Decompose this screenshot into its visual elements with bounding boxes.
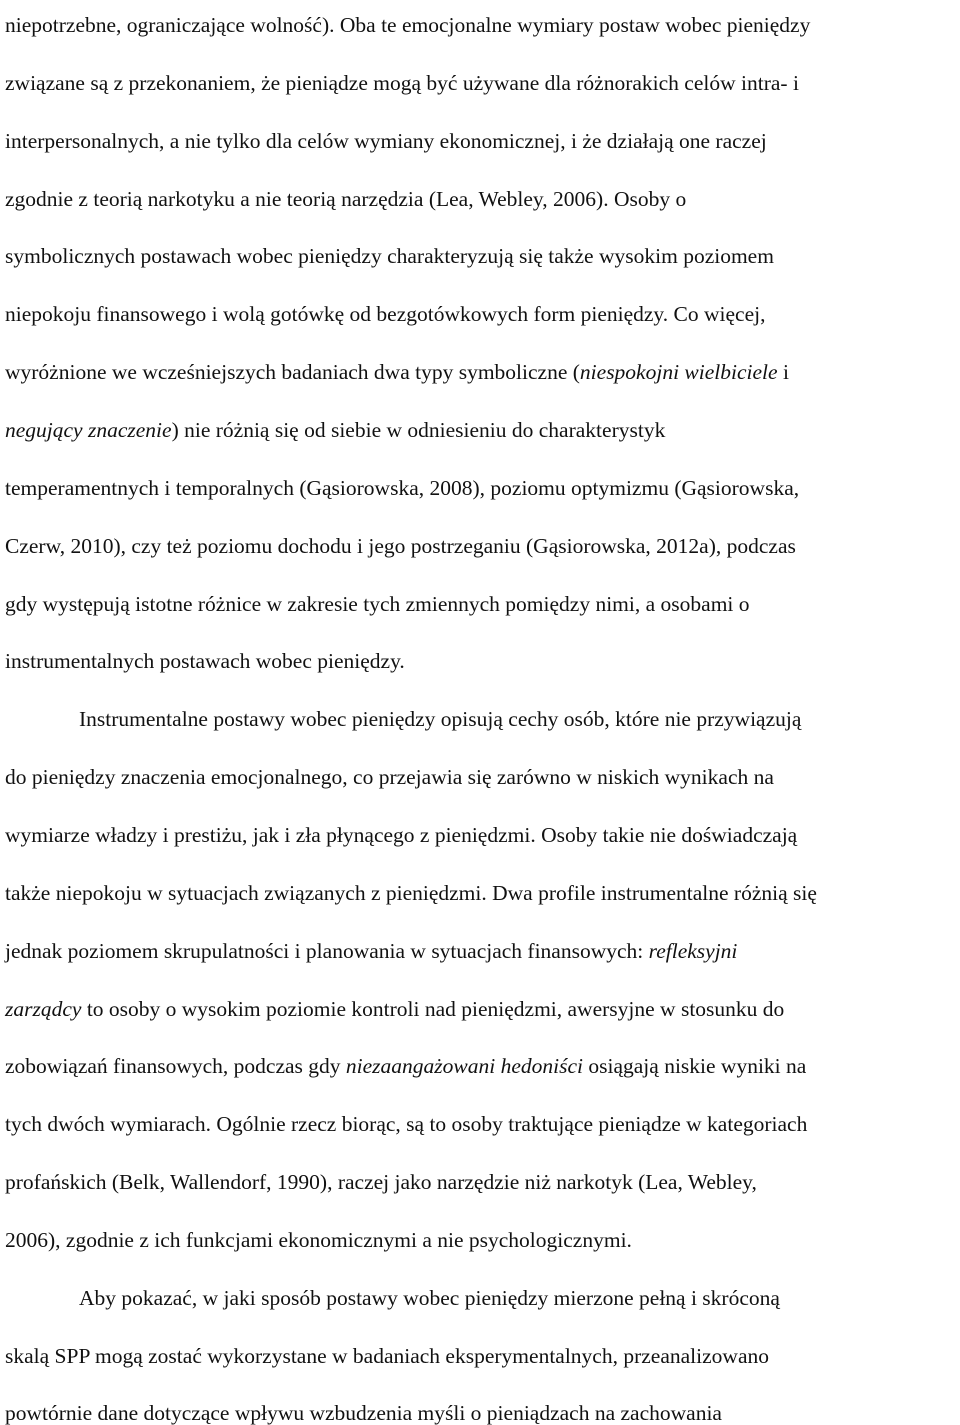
text-segment: skalą SPP mogą zostać wykorzystane w badaniach eksperymentalnych, przeanalizowano	[5, 1343, 769, 1368]
text-segment: symbolicznych postawach wobec pieniędzy charakteryzują się także wysokim poziomem	[5, 244, 774, 269]
text-line	[5, 244, 774, 268]
text-line	[79, 707, 801, 731]
text-line	[5, 71, 799, 95]
text-line	[5, 881, 817, 905]
text-line	[5, 1054, 806, 1078]
text-segment: profańskich (Belk, Wallendorf, 1990), raczej jako narzędzie niż narkotyk (Lea, Webley,	[5, 1170, 757, 1194]
text-segment: Czerw, 2010), czy też poziomu dochodu i jego postrzeganiu (Gąsiorowska, 2012a), podczas	[5, 533, 796, 558]
text-segment: związane są z przekonaniem, że pieniądze mogą być używane dla różnorakich celów intra- i	[5, 70, 799, 95]
text-segment: także niepokoju w sytuacjach związanych z pieniędzmi. Dwa profile instrumentalne różnią się	[5, 880, 817, 905]
text-segment: osiągają niskie wyniki na	[583, 1054, 807, 1079]
text-line	[5, 360, 789, 384]
text-segment: gdy występują istotne różnice w zakresie tych zmiennych pomiędzy nimi, a osobami o	[5, 591, 750, 616]
text-line	[5, 1344, 769, 1368]
text-line	[5, 129, 767, 153]
text-segment: wyróżnione we wcześniejszych badaniach dwa typy symboliczne (	[5, 360, 580, 385]
italic-term: negujący znaczenie	[5, 417, 172, 442]
text-line	[79, 1286, 780, 1310]
text-segment: instrumentalnych postawach wobec pieniędzy.	[5, 649, 405, 674]
text-line	[5, 534, 796, 558]
text-segment: tych dwóch wymiarach. Ogólnie rzecz biorąc, są to osoby traktujące pieniądze w kategoriach	[5, 1112, 808, 1137]
text-line	[5, 418, 665, 442]
text-line	[5, 476, 799, 500]
text-line	[5, 1112, 807, 1136]
italic-term: niespokojni wielbiciele	[579, 360, 778, 385]
text-line	[5, 302, 765, 326]
text-segment: zobowiązań finansowych, podczas gdy	[5, 1054, 346, 1079]
text-line	[5, 1170, 757, 1194]
italic-term: niezaangażowani hedoniści	[345, 1054, 583, 1079]
text-segment: zgodnie z teorią narkotyku a nie teorią narzędzia (Lea, Webley, 2006). Osoby o	[5, 186, 687, 211]
text-segment: powtórnie dane dotyczące wpływu wzbudzenia myśli o pieniądzach na zachowania	[5, 1401, 722, 1425]
text-line	[5, 1228, 632, 1252]
text-line	[5, 649, 405, 673]
text-segment: niepotrzebne, ograniczające wolność). Oba te emocjonalne wymiary postaw wobec pieniędzy	[5, 13, 811, 37]
text-line	[5, 997, 784, 1021]
text-segment: to osoby o wysokim poziomie kontroli nad pieniędzmi, awersyjne w stosunku do	[81, 996, 785, 1021]
text-segment: niepokoju finansowego i wolą gotówkę od bezgotówkowych form pieniędzy. Co więcej,	[5, 302, 766, 327]
text-segment: ) nie różnią się od siebie w odniesieniu do charakterystyk	[171, 417, 666, 442]
text-segment: interpersonalnych, a nie tylko dla celów wymiany ekonomicznej, i że działają one raczej	[5, 128, 767, 153]
text-segment: temperamentnych i temporalnych (Gąsiorowska, 2008), poziomu optymizmu (Gąsiorowska,	[5, 475, 800, 500]
text-line	[5, 765, 774, 789]
text-segment: jednak poziomem skrupulatności i planowania w sytuacjach finansowych:	[5, 938, 649, 963]
text-line	[5, 13, 810, 37]
text-line	[5, 592, 750, 616]
text-line	[5, 939, 737, 963]
text-line	[5, 187, 686, 211]
text-line	[5, 823, 797, 847]
italic-term: refleksyjni	[648, 938, 738, 963]
text-segment: wymiarze władzy i prestiżu, jak i zła płynącego z pieniędzmi. Osoby takie nie doświadczają	[5, 822, 798, 847]
text-segment: do pieniędzy znaczenia emocjonalnego, co przejawia się zarówno w niskich wynikach na	[5, 765, 774, 790]
text-line	[5, 1401, 722, 1425]
text-segment: i	[777, 360, 789, 385]
text-segment: 2006), zgodnie z ich funkcjami ekonomicznymi a nie psychologicznymi.	[5, 1227, 632, 1252]
italic-term: zarządcy	[5, 996, 82, 1021]
text-segment: Instrumentalne postawy wobec pieniędzy opisują cechy osób, które nie przywiązują	[79, 707, 802, 732]
text-segment: Aby pokazać, w jaki sposób postawy wobec pieniędzy mierzone pełną i skróconą	[79, 1285, 780, 1310]
